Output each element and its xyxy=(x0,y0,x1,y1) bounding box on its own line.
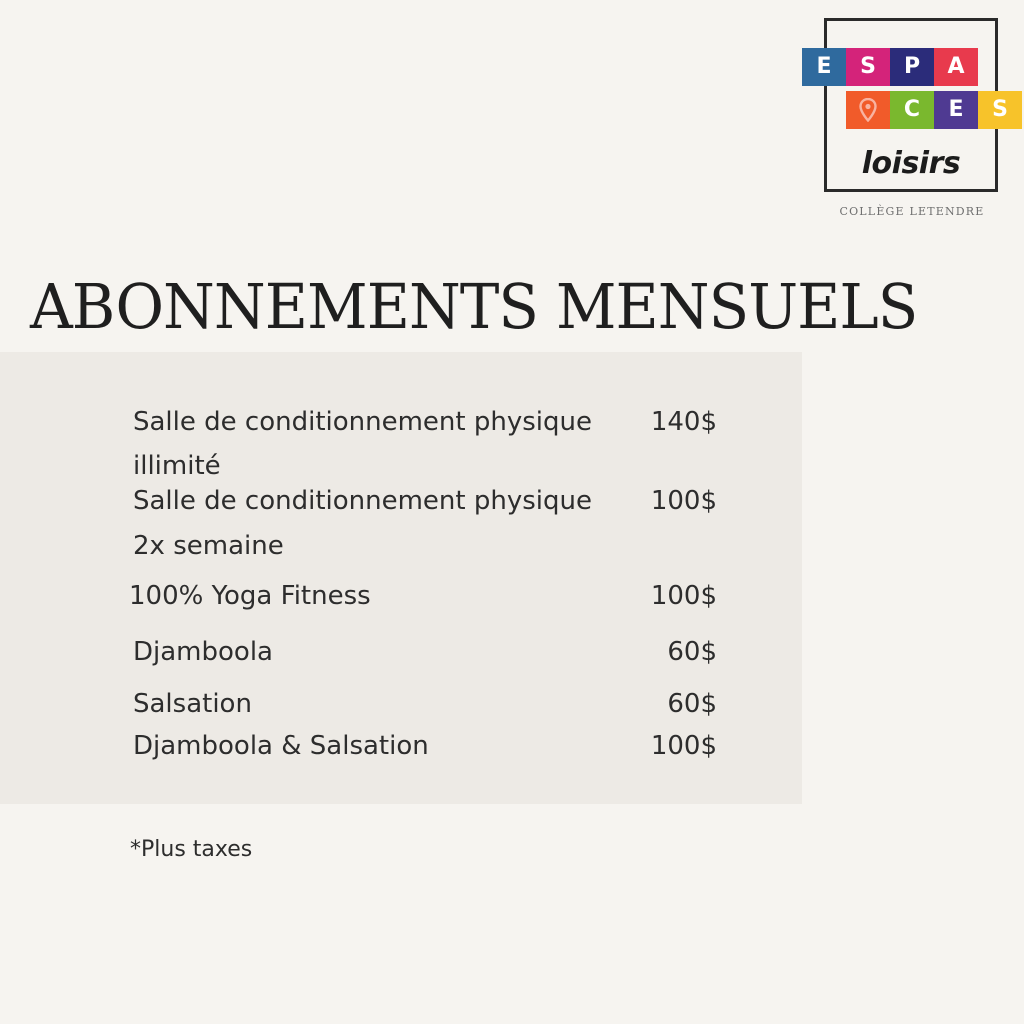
item-price: 60$ xyxy=(667,689,717,719)
location-pin-icon xyxy=(859,98,877,122)
item-price: 60$ xyxy=(667,637,717,667)
logo-tile-a: A xyxy=(934,48,978,86)
logo-tile-pin xyxy=(846,91,890,129)
item-price: 100$ xyxy=(650,581,717,611)
item-name: Djamboola & Salsation xyxy=(133,731,429,761)
item-price: 100$ xyxy=(650,486,717,516)
logo-word: loisirs xyxy=(861,146,961,181)
logo-tile-s: S xyxy=(846,48,890,86)
item-name-line1: Salle de conditionnement physique xyxy=(133,407,592,437)
logo-tile-p: P xyxy=(890,48,934,86)
item-name-line1: Salle de conditionnement physique xyxy=(133,486,592,516)
page-title: ABONNEMENTS MENSUELS xyxy=(30,270,918,343)
logo-tile-e: E xyxy=(802,48,846,86)
taxes-note: *Plus taxes xyxy=(130,837,253,862)
logo-tile-e2: E xyxy=(934,91,978,129)
item-name: Djamboola xyxy=(133,637,273,667)
item-name: Salsation xyxy=(133,689,252,719)
item-name-line2: illimité xyxy=(133,451,221,481)
logo-tile-c: C xyxy=(890,91,934,129)
item-price: 140$ xyxy=(650,407,717,437)
item-name: 100% Yoga Fitness xyxy=(129,581,371,611)
logo-subtitle: COLLÈGE LETENDRE xyxy=(839,205,985,218)
item-name-line2: 2x semaine xyxy=(133,531,284,561)
logo-tile-s2: S xyxy=(978,91,1022,129)
item-price: 100$ xyxy=(650,731,717,761)
